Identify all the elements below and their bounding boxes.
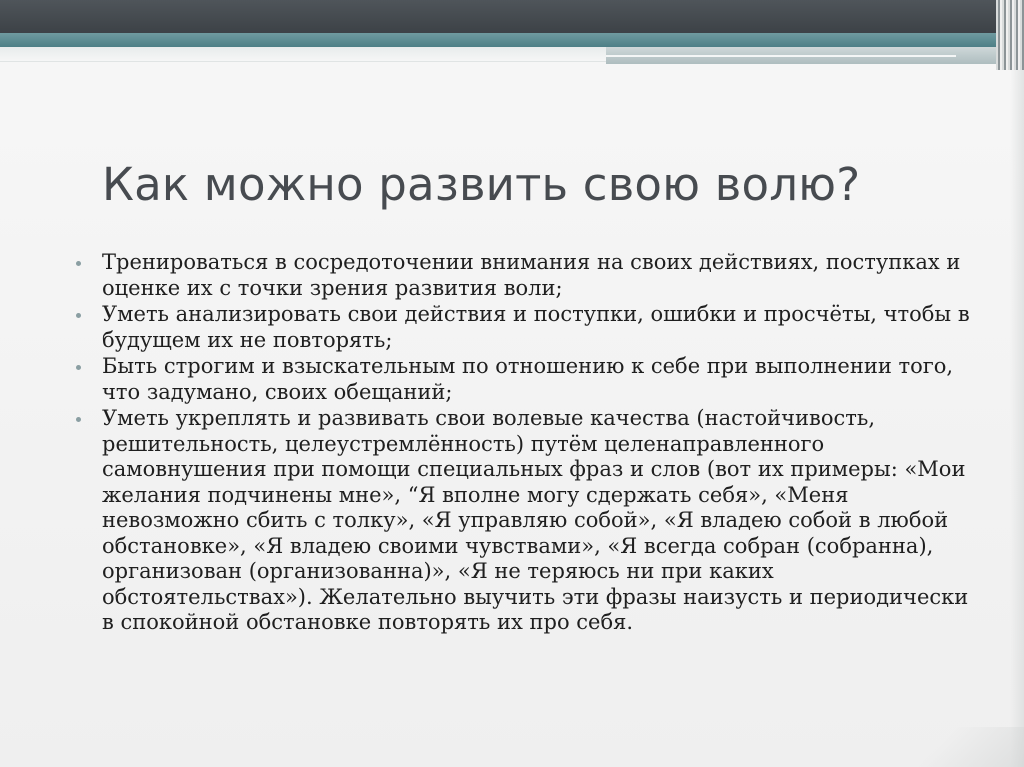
- header-banner-dark: [0, 0, 1024, 36]
- header-accent-line: [606, 55, 956, 57]
- bullet-dot-icon: [76, 313, 81, 318]
- header-banner-teal: [0, 33, 1000, 47]
- bullet-text: Уметь укреплять и развивать свои волевые качества (настойчивость, решительность, целеустремлённость) путём целенаправленного самовнушения при помощи специальных фраз и слов (вот их примеры: «Мои желания подчинены мне», “Я вполне могу сдержать себя», «Меня невозможно сбить с толку», «Я управляю собой», «Я владею собой в любой обстановке», «Я владею своими чувствами», «Я всегда собран (собранна), организован (организованна)», «Я не теряюсь ни при каких обстоятельствах»). Желательно выучить эти фразы наизусть и периодически в спокойной обстановке повторять их про себя.: [102, 406, 969, 634]
- bullet-dot-icon: [76, 261, 81, 266]
- bullet-dot-icon: [76, 365, 81, 370]
- edge-stripes: [996, 0, 1024, 70]
- bullet-item: [70, 354, 970, 405]
- bullet-text: Быть строгим и взыскательным по отношению к себе при выполнении того, что задумано, своих обещаний;: [102, 354, 954, 404]
- header-banner-light: [0, 47, 610, 62]
- bullet-text: Уметь анализировать свои действия и поступки, ошибки и просчёты, чтобы в будущем их не повторять;: [102, 302, 970, 352]
- bullet-item: [70, 302, 970, 353]
- bullet-list: [70, 250, 970, 637]
- bullet-item: [70, 406, 970, 636]
- edge-shadow: [1010, 70, 1024, 767]
- slide-title: Как можно развить свою волю?: [102, 158, 861, 211]
- bullet-item: [70, 250, 970, 301]
- bullet-dot-icon: [76, 417, 81, 422]
- bullet-text: Тренироваться в сосредоточении внимания на своих действиях, поступках и оценке их с точки зрения развития воли;: [102, 250, 961, 300]
- corner-shadow: [884, 727, 1024, 767]
